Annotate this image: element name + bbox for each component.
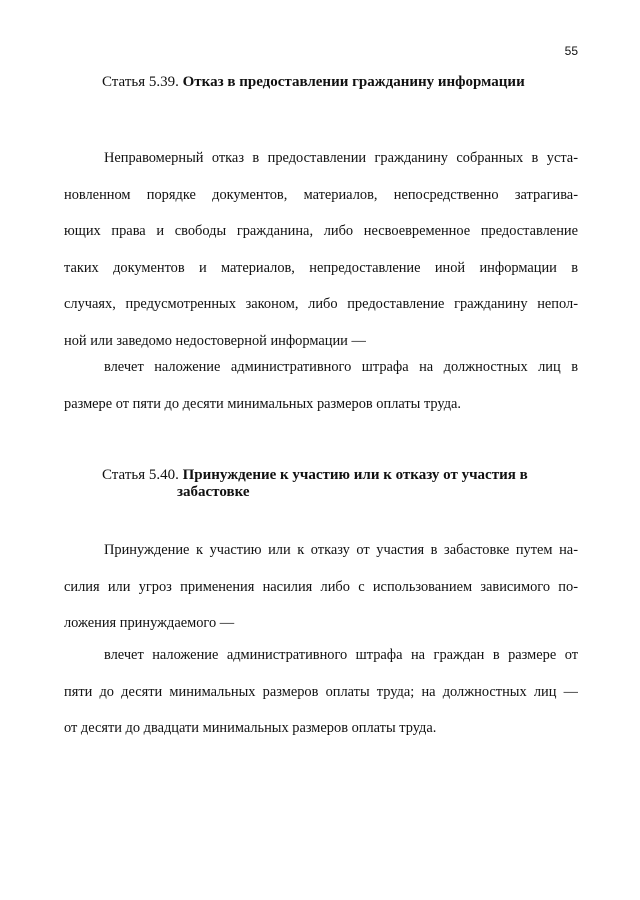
- article-title-5-39: [102, 72, 525, 92]
- text-line: ложения принуждаемого —: [64, 615, 235, 631]
- article-heading-continuation: забастовке: [177, 484, 250, 500]
- article-5-39-disposition: [64, 140, 578, 359]
- text-line: пяти до десяти минимальных размеров оплаты труда; на должностных лиц —: [64, 683, 578, 700]
- article-heading: Принуждение к участию или к отказу от участия в: [182, 467, 528, 483]
- article-heading: Отказ в предоставлении гражданину информации: [182, 74, 525, 90]
- text-line: ющих права и свободы гражданина, либо несвоевременное предоставление: [64, 223, 578, 239]
- text-line: Принуждение к участию или к отказу от участия в забастовке путем на-: [104, 542, 578, 558]
- text-line: размере от пяти до десяти минимальных размеров оплаты труда.: [64, 395, 462, 412]
- text-line: от десяти до двадцати минимальных размеров оплаты труда.: [64, 720, 437, 736]
- text-line: влечет наложение административного штрафа на граждан в размере от: [104, 647, 578, 663]
- text-line: ной или заведомо недостоверной информации —: [64, 332, 366, 349]
- text-line: таких документов и материалов, непредоставление иной информации в: [64, 259, 578, 276]
- text-line: случаях, предусмотренных законом, либо предоставление гражданину непол-: [64, 296, 578, 312]
- text-line: новленном порядке документов, материалов, непосредственно затрагива-: [64, 186, 578, 203]
- article-5-40-sanction: [64, 637, 578, 747]
- article-5-40-disposition: [64, 532, 578, 642]
- page-number: 55: [564, 44, 578, 58]
- article-title-5-40: [102, 465, 528, 485]
- article-number: Статья 5.39.: [102, 74, 179, 90]
- article-5-39-sanction: [64, 349, 578, 422]
- text-line: силия или угроз применения насилия либо с использованием зависимого по-: [64, 578, 578, 595]
- text-line: влечет наложение административного штрафа на должностных лиц в: [104, 359, 578, 375]
- text-line: Неправомерный отказ в предоставлении гражданину собранных в уста-: [104, 150, 578, 166]
- article-number: Статья 5.40.: [102, 467, 179, 483]
